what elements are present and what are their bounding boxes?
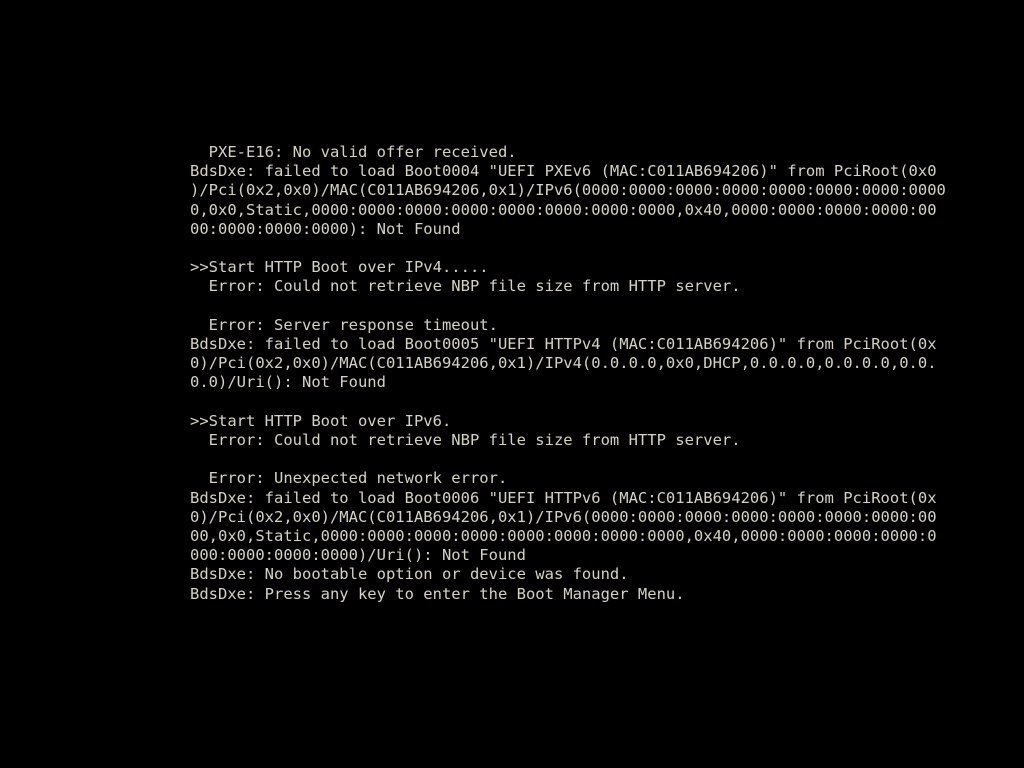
console-line: BdsDxe: failed to load Boot0006 "UEFI HTTPv6 (MAC:C011AB694206)" from PciRoot(0x: [190, 488, 937, 507]
console-line: BdsDxe: Press any key to enter the Boot Manager Menu.: [190, 584, 685, 603]
console-line: BdsDxe: failed to load Boot0004 "UEFI PXEv6 (MAC:C011AB694206)" from PciRoot(0x0: [190, 162, 937, 181]
console-line: 0,0x0,Static,0000:0000:0000:0000:0000:0000:0000:0000,0x40,0000:0000:0000:0000:00: [190, 200, 937, 219]
console-line: BdsDxe: No bootable option or device was found.: [190, 565, 629, 584]
console-line: >>Start HTTP Boot over IPv6.: [190, 411, 452, 430]
console-line: 0.0)/Uri(): Not Found: [190, 373, 386, 392]
console-text-area: [190, 143, 1010, 604]
console-blank-line: [190, 450, 1010, 469]
console-blank-line: [190, 239, 1010, 258]
console-line: Error: Could not retrieve NBP file size from HTTP server.: [190, 277, 741, 296]
console-line: 00,0x0,Static,0000:0000:0000:0000:0000:0000:0000:0000,0x40,0000:0000:0000:0000:0: [190, 527, 937, 545]
console-line: BdsDxe: failed to load Boot0005 "UEFI HTTPv4 (MAC:C011AB694206)" from PciRoot(0x: [190, 335, 937, 353]
console-line: 00:0000:0000:0000): Not Found: [190, 219, 461, 238]
console-line: >>Start HTTP Boot over IPv4.....: [190, 258, 489, 277]
console-line: Error: Server response timeout.: [190, 315, 498, 334]
console-blank-line: [190, 393, 1010, 412]
console-line: Error: Could not retrieve NBP file size from HTTP server.: [190, 431, 741, 449]
console-line: 0)/Pci(0x2,0x0)/MAC(C011AB694206,0x1)/IPv4(0.0.0.0,0x0,DHCP,0.0.0.0,0.0.0.0,0.0.: [190, 354, 937, 373]
console-line: 000:0000:0000:0000)/Uri(): Not Found: [190, 546, 526, 565]
console-line: 0)/Pci(0x2,0x0)/MAC(C011AB694206,0x1)/IPv6(0000:0000:0000:0000:0000:0000:0000:00: [190, 507, 937, 526]
console-line: )/Pci(0x2,0x0)/MAC(C011AB694206,0x1)/IPv6(0000:0000:0000:0000:0000:0000:0000:0000: [190, 181, 946, 200]
console-line: PXE-E16: No valid offer received.: [190, 143, 517, 161]
console-blank-line: [190, 297, 1010, 316]
console-line: Error: Unexpected network error.: [190, 469, 508, 488]
